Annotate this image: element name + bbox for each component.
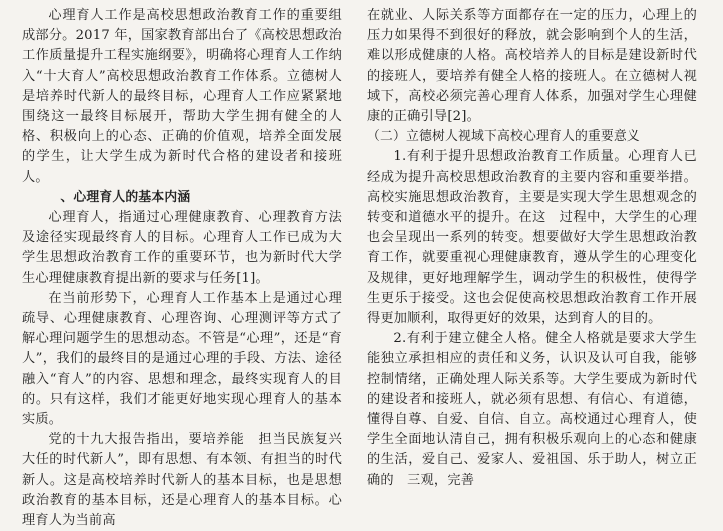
paragraph-definition: 心理育人，指通过心理健康教育、心理教育方法及途径实现最终育人的目标。心理育人工作已成为大学生思想政治教育工作的重要环节，也为新时代大学生心理健康教育提出新的要求与任务[1]。 [22, 210, 342, 286]
point-1-label: 1.有利于提升思想政治教育工作质量。 [393, 149, 629, 165]
paragraph-point-1 [367, 147, 697, 329]
right-column [367, 6, 697, 491]
paragraph-party-report: 党的十九大报告指出，要培养能 担当民族复兴大任的时代新人”，即有思想、有本领、有担当的时代新人。这是高校培养时代新人的基本目标，也是思想政治教育的基本目标，还是心理育人的基本目标。心理育人为当前高 [22, 432, 342, 529]
paragraph-current-situation: 在当前形势下，心理育人工作基本上是通过心理疏导、心理健康教育、心理咨询、心理测评等方式了解心理问题学生的思想动态。不管是“心理”，还是“育人”，我们的最终目的是通过心理的手段、方法、途径融入“育人”的内容、思想和理念，最终实现育人的目的。只有这样，我们才能更好地实现心理育人的基本实质。 [22, 290, 342, 428]
left-column [22, 6, 342, 531]
section-heading-basic-connotation: 、心理育人的基本内涵 [60, 189, 191, 205]
section-heading-significance: （二）立德树人视域下高校心理育人的重要意义 [367, 129, 640, 145]
point-2-label: 2.有利于建立健全人格。 [393, 331, 546, 347]
paragraph-point-2 [367, 329, 697, 491]
point-2-text: 健全人格就是要求大学生能独立承担相应的责任和义务，认识及认可自我，能够控制情绪，正确处理人际关系等。大学生要成为新时代的建设者和接班人，就必须有思想、有信心、有道德，懂得自尊、自爱、自信、自立。高校通过心理育人，使学生全面地认清自己，拥有积极乐观向上的心态和健康的生活，爱自己、爱家人、爱祖国、乐于助人，树立正确的 三观，完善 [367, 331, 697, 488]
paragraph-continuation: 在就业、人际关系等方面都存在一定的压力，心理上的压力如果得不到很好的释放，就会影响到个人的生活，难以形成健康的人格。高校培养人的目标是建设新时代的接班人，要培养有健全人格的接班人。在立德树人视域下，高校必须完善心理育人体系，加强对学生心理健康的正确引导[2]。 [367, 8, 697, 125]
point-1-text: 心理育人已经成为提升高校思想政治教育的主要内容和重要举措。高校实施思想政治教育，主要是实现大学生思想观念的转变和道德水平的提升。在这 过程中，大学生的心理也会呈现出一系列的转变。想要做好大学生思想政治教育工作，就要重视心理健康教育，遵从学生的心理变化及规律，更好地理解学生，调动学生的积极性，使得学生更乐于接受。这也会促使高校思想政治教育工作开展得更加顺利，取得更好的效果，达到育人的目的。 [367, 149, 697, 327]
paragraph-intro: 心理育人工作是高校思想政治教育工作的重要组成部分。2017 年，国家教育部出台了《高校思想政治工作质量提升工程实施纲要》，明确将心理育人工作纳入“十大育人”高校思想政治教育工作体系。立德树人是培养时代新人的最终目标，心理育人工作应紧紧地围绕这一最终目标展开，帮助大学生拥有健全的人格、积极向上的心态、正确的价值观，培养全面发展的学生，让大学生成为新时代合格的建设者和接班人。 [22, 8, 342, 185]
